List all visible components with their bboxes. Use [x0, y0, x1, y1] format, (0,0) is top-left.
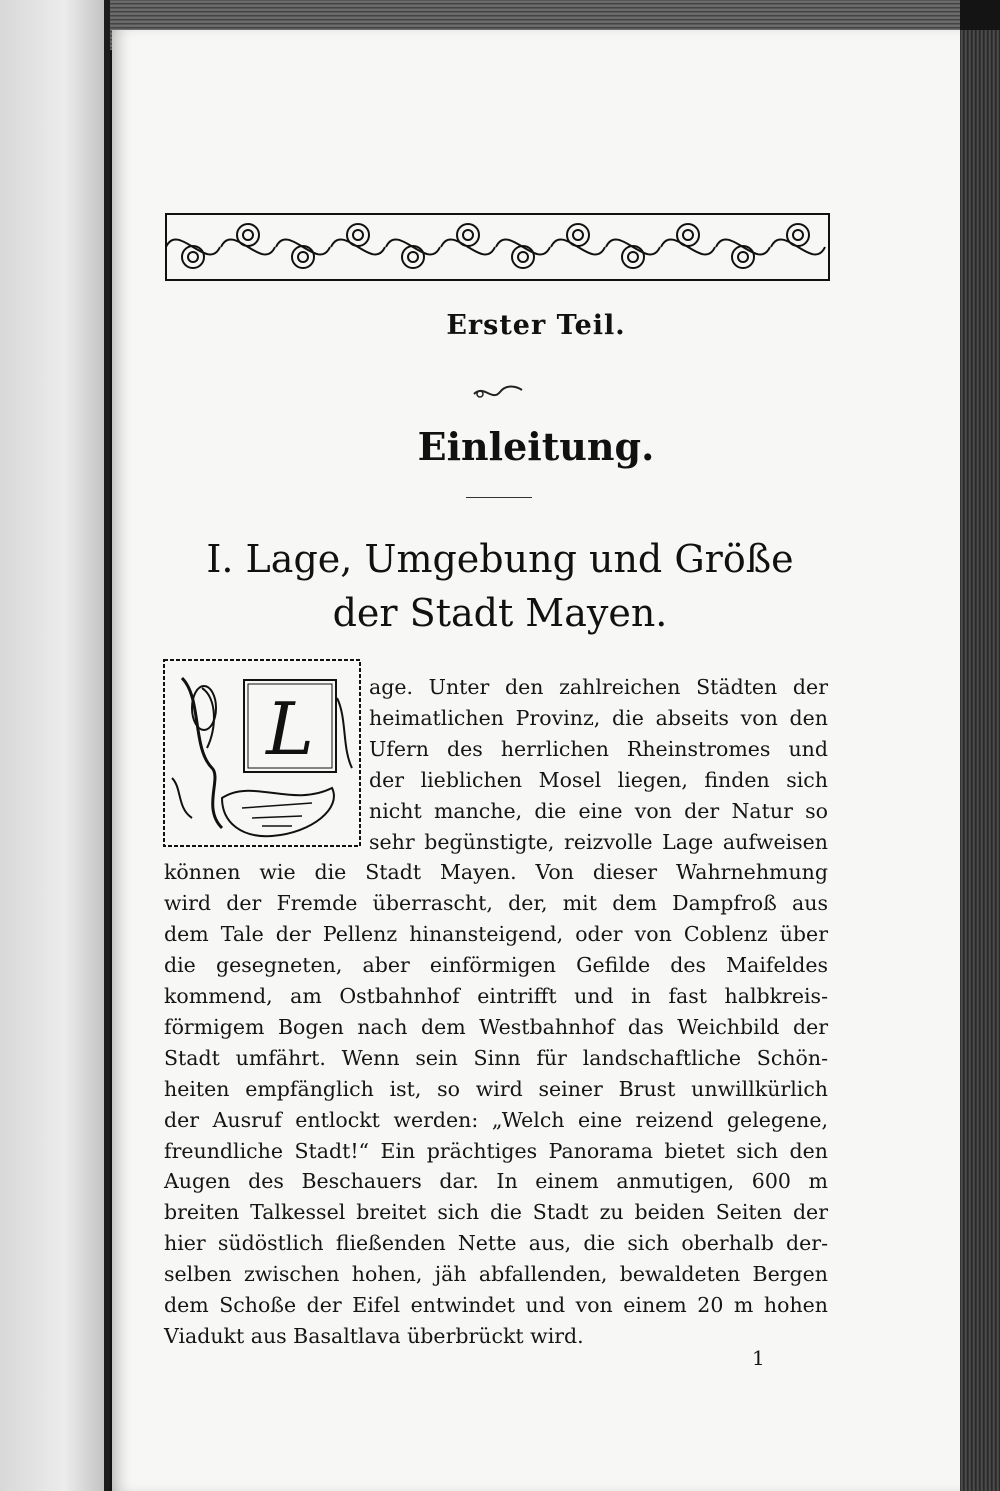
ornament-rosette-center [188, 252, 198, 262]
page-number: 1 [752, 1346, 765, 1370]
text-line: age. Unter den zahlreichen Städten der [369, 675, 828, 699]
text-line: Ufern des herrlichen Rheinstromes und [369, 736, 828, 761]
text-line: heiten empfänglich ist, so wird seiner Brust unwillkürlich [164, 1076, 828, 1101]
ornament-rosette-center [793, 230, 803, 240]
ornament-rosette-center [738, 252, 748, 262]
ornament-rosette [402, 246, 424, 268]
swash-ornament [470, 380, 526, 402]
text-line: heimatlichen Provinz, die abseits von den [369, 705, 828, 730]
ornament-rosette-center [463, 230, 473, 240]
text-line: Augen des Beschauers dar. In einem anmutigen, 600 m [164, 1169, 828, 1194]
ornament-rosette [512, 246, 534, 268]
ornament-rosette-center [243, 230, 253, 240]
text-line: kommend, am Ostbahnhof eintrifft und in fast halbkreis- [164, 984, 828, 1008]
text-line: wird der Fremde überrascht, der, mit dem Dampfroß aus [164, 891, 828, 916]
text-line: der Ausruf entlockt werden: „Welch eine reizend gelegene, [164, 1107, 828, 1132]
divider-rule [466, 497, 532, 498]
ornament-rosette [732, 246, 754, 268]
text-line: sehr begünstigte, reizvolle Lage aufweisen [369, 829, 828, 854]
left-page [0, 0, 108, 1491]
ornament-rosette [292, 246, 314, 268]
text-line: dem Tale der Pellenz hinansteigend, oder von Coblenz über [164, 922, 828, 947]
ornament-rosette-center [518, 252, 528, 262]
page-stack-right [960, 30, 1000, 1491]
ornament-vine [661, 239, 715, 254]
part-title: Erster Teil. [446, 310, 626, 341]
section-title-line-1: I. Lage, Umgebung und Größe [206, 537, 794, 581]
text-line: Stadt umfährt. Wenn sein Sinn für landschaftliche Schön- [164, 1045, 828, 1070]
text-line: Viadukt aus Basaltlava überbrückt wird. [164, 1323, 584, 1348]
ornament-rosette [182, 246, 204, 268]
text-line: nicht manche, die eine von der Natur so [369, 798, 828, 823]
text-line: der lieblichen Mosel liegen, finden sich [369, 767, 828, 792]
ornament-rosette-center [298, 252, 308, 262]
ornament-vine [551, 239, 605, 254]
decorated-initial [162, 658, 362, 848]
section-title-line-2: der Stadt Mayen. [332, 591, 668, 635]
ornament-rosette-center [573, 230, 583, 240]
chapter-title: Einleitung. [417, 424, 655, 469]
text-line: selben zwischen hohen, jäh abfallenden, bewaldeten Bergen [164, 1262, 828, 1287]
ornament-rosette-center [628, 252, 638, 262]
text-line: die gesegneten, aber einförmigen Gefilde des Maifeldes [164, 953, 828, 978]
text-line: freundliche Stadt!“ Ein prächtiges Panorama bietet sich den [164, 1138, 828, 1163]
book-gutter [104, 0, 110, 1491]
text-line: hier südöstlich fließenden Nette aus, die sich oberhalb der- [164, 1231, 828, 1256]
ornament-vine [221, 239, 275, 254]
text-line: können wie die Stadt Mayen. Von dieser Wahrnehmung [164, 860, 828, 885]
ornament-rosette-center [408, 252, 418, 262]
ornament-vine [331, 239, 385, 254]
text-line: förmigem Bogen nach dem Westbahnhof das Weichbild der [164, 1014, 828, 1039]
ornament-vine [771, 239, 825, 254]
ornament-rosette [622, 246, 644, 268]
section-title [200, 532, 800, 640]
initial-letter: L [266, 687, 314, 771]
floral-ornament-border [165, 213, 830, 281]
ornament-rosette-center [683, 230, 693, 240]
text-line: dem Schoße der Eifel entwindet und von einem 20 m hohen [164, 1293, 828, 1317]
ornament-rosette-center [353, 230, 363, 240]
ornament-vine [441, 239, 495, 254]
text-line: breiten Talkessel breitet sich die Stadt zu beiden Seiten der [164, 1200, 828, 1225]
